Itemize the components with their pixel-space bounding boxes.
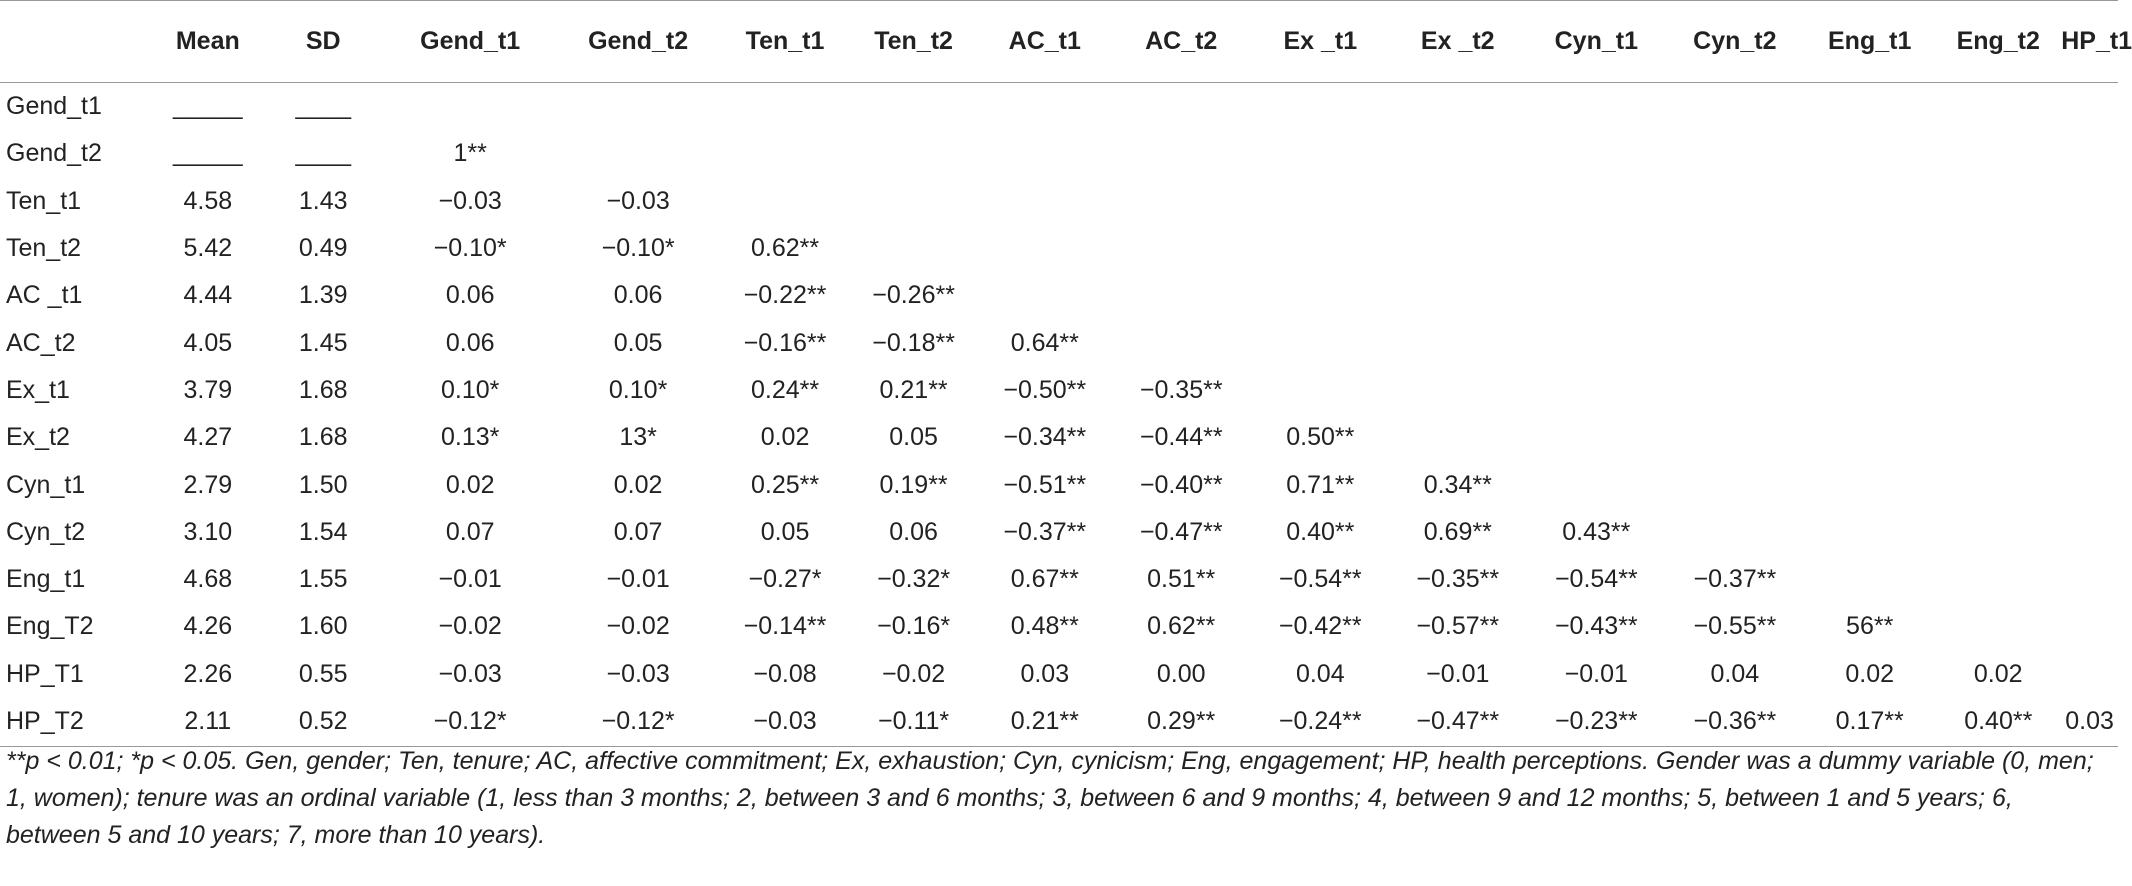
table-cell: 0.24** <box>750 375 820 404</box>
table-cell: 0.67** <box>1010 565 1079 594</box>
table-cell: 1.39 <box>298 281 348 310</box>
table-cell: 0.25** <box>750 470 820 499</box>
row-label: Gend_t1 <box>6 92 102 121</box>
table-cell <box>848 178 979 225</box>
table-cell: 0.05 <box>613 328 663 357</box>
table-cell: 0.06 <box>445 328 495 357</box>
column-header: Cyn_t2 <box>1693 27 1777 55</box>
table-cell <box>1935 509 2061 556</box>
table-row <box>0 509 2118 556</box>
table-row <box>0 225 2118 272</box>
table-cell: 0.05 <box>760 517 810 546</box>
table-cell <box>979 225 1110 272</box>
table-cell <box>1935 178 2061 225</box>
table-cell: 0.02 <box>1973 659 2023 688</box>
column-header: Ten_t2 <box>874 27 953 55</box>
column-header: Ex _t1 <box>1283 27 1358 55</box>
table-cell: −0.02 <box>606 612 670 641</box>
table-cell: 0.00 <box>1156 659 1206 688</box>
table-cell: −0.32* <box>877 565 951 594</box>
table-cell: 1.43 <box>298 186 348 215</box>
table-cell: 3.10 <box>183 517 233 546</box>
table-cell: 0.02 <box>613 470 663 499</box>
table-cell: _____ <box>173 139 243 168</box>
table-cell: −0.02 <box>438 612 502 641</box>
column-header: AC_t1 <box>1008 27 1081 55</box>
table-body <box>0 83 2118 747</box>
table-cell <box>1110 130 1252 177</box>
table-cell: −0.12* <box>433 707 507 736</box>
table-cell: −0.14** <box>743 612 827 641</box>
table-cell: −0.10* <box>601 234 675 263</box>
table-cell: 0.04 <box>1710 659 1760 688</box>
row-label: Cyn_t1 <box>6 470 86 499</box>
column-header: Mean <box>175 27 240 55</box>
table-cell <box>2061 461 2118 508</box>
table-cell <box>1389 225 1528 272</box>
table-cell: −0.03 <box>606 659 670 688</box>
table-cell: 0.43** <box>1562 517 1631 546</box>
table-cell: 0.64** <box>1010 328 1079 357</box>
table-cell: 0.07 <box>613 517 663 546</box>
table-cell: 0.51** <box>1147 565 1216 594</box>
table-cell <box>1666 367 1805 414</box>
table-row <box>0 319 2118 366</box>
table-cell: −0.35** <box>1416 565 1500 594</box>
table-cell <box>2061 414 2118 461</box>
table-cell: 0.21** <box>879 375 948 404</box>
table-cell: 3.79 <box>183 375 233 404</box>
table-cell <box>1389 83 1528 131</box>
table-cell <box>1804 556 1935 603</box>
table-header-row <box>0 1 2118 83</box>
table-cell <box>1527 319 1666 366</box>
table-cell <box>1935 556 2061 603</box>
table-cell <box>1666 272 1805 319</box>
table-cell <box>1389 319 1528 366</box>
table-cell: −0.55** <box>1693 612 1777 641</box>
table-cell: 4.44 <box>183 281 233 310</box>
table-cell <box>1666 225 1805 272</box>
table-cell: −0.37** <box>1003 517 1087 546</box>
table-cell <box>1804 414 1935 461</box>
table-cell: 4.58 <box>183 186 233 215</box>
table-cell: 0.10* <box>440 375 500 404</box>
table-cell: 4.27 <box>183 423 233 452</box>
table-row <box>0 178 2118 225</box>
table-cell: −0.54** <box>1278 565 1362 594</box>
table-cell: −0.36** <box>1693 707 1777 736</box>
table-cell <box>1804 272 1935 319</box>
table-cell: 0.71** <box>1286 470 1355 499</box>
table-row <box>0 651 2118 698</box>
table-cell: −0.24** <box>1278 707 1362 736</box>
table-cell <box>979 272 1110 319</box>
column-header: Gend_t2 <box>588 27 689 55</box>
table-cell: 0.69** <box>1423 517 1492 546</box>
table-cell: −0.03 <box>753 707 817 736</box>
row-label: Ten_t1 <box>6 186 82 215</box>
table-cell: −0.16** <box>743 328 827 357</box>
table-cell: 0.55 <box>298 659 348 688</box>
table-cell: 2.26 <box>183 659 233 688</box>
table-cell: −0.01 <box>1426 659 1490 688</box>
row-label: Ex_t1 <box>6 375 70 404</box>
table-cell <box>1110 83 1252 131</box>
table-cell: −0.44** <box>1139 423 1223 452</box>
table-cell <box>1666 319 1805 366</box>
table-cell: 0.02 <box>445 470 495 499</box>
table-cell <box>979 178 1110 225</box>
table-cell <box>1389 272 1528 319</box>
table-cell: −0.47** <box>1416 707 1500 736</box>
table-cell: 13* <box>619 423 657 452</box>
table-cell: −0.11* <box>878 707 950 736</box>
table-cell <box>1252 178 1388 225</box>
table-cell <box>1527 130 1666 177</box>
table-cell <box>1804 178 1935 225</box>
table-cell <box>1389 414 1528 461</box>
table-cell <box>722 83 848 131</box>
table-cell: −0.03 <box>438 186 502 215</box>
table-cell: −0.43** <box>1554 612 1638 641</box>
table-cell: 1.68 <box>298 423 348 452</box>
table-cell <box>1804 83 1935 131</box>
table-cell: 0.21** <box>1010 707 1079 736</box>
table-cell <box>2061 319 2118 366</box>
table-cell: 1.55 <box>298 565 348 594</box>
row-label: Gend_t2 <box>6 139 102 168</box>
table-cell <box>1804 130 1935 177</box>
row-label: Eng_t1 <box>6 565 86 594</box>
table-cell <box>1666 83 1805 131</box>
table-cell <box>1389 130 1528 177</box>
table-cell: 5.42 <box>183 234 233 263</box>
table-cell <box>1666 414 1805 461</box>
table-cell <box>1527 178 1666 225</box>
row-label: AC_t2 <box>6 328 76 357</box>
row-label: Ten_t2 <box>6 234 82 263</box>
table-cell <box>1935 83 2061 131</box>
table-cell: 0.52 <box>298 707 348 736</box>
column-header: Ex _t2 <box>1420 27 1495 55</box>
table-cell <box>2061 272 2118 319</box>
table-cell <box>554 83 722 131</box>
table-cell <box>1804 367 1935 414</box>
table-cell <box>1935 130 2061 177</box>
table-cell <box>1527 83 1666 131</box>
table-cell: −0.26** <box>872 281 955 310</box>
table-row <box>0 414 2118 461</box>
table-row <box>0 130 2118 177</box>
table-cell: 0.02 <box>760 423 810 452</box>
table-cell <box>2061 225 2118 272</box>
column-header: HP_t1 <box>2061 27 2132 55</box>
table-cell: 0.19** <box>879 470 948 499</box>
table-cell <box>1935 414 2061 461</box>
table-cell: −0.34** <box>1003 423 1087 452</box>
column-header: Eng_t1 <box>1828 27 1912 55</box>
header-corner <box>0 1 155 83</box>
table-cell: 0.40** <box>1286 517 1355 546</box>
table-cell: 2.79 <box>183 470 233 499</box>
table-cell: _____ <box>173 92 243 121</box>
table-footnote: **p < 0.01; *p < 0.05. Gen, gender; Ten, tenure; AC, affective commitment; Ex, exhaustion; Cyn, cynicism; Eng, engagement; HP, health perceptions. Gender was a dummy variable (0, men; 1, women); tenure was an ordinal variable (1, less than 3 months; 2, between 3 and 6 months; 3, between 6 and 9 months; 4, between 9 and 12 months; 5, between 1 and 5 years; 6, between 5 and 10 years; 7, more than 10 years). <box>6 747 2094 849</box>
table-cell: 0.06 <box>445 281 495 310</box>
table-cell <box>1527 272 1666 319</box>
table-cell <box>1527 225 1666 272</box>
table-cell <box>1252 319 1388 366</box>
table-cell: 0.03 <box>1020 659 1070 688</box>
table-cell: −0.18** <box>872 328 955 357</box>
table-cell: −0.40** <box>1139 470 1223 499</box>
table-cell <box>1666 509 1805 556</box>
table-row <box>0 367 2118 414</box>
table-cell: −0.01 <box>606 565 670 594</box>
table-cell: −0.23** <box>1554 707 1638 736</box>
row-label: Ex_t2 <box>6 423 70 452</box>
table-cell <box>1252 272 1388 319</box>
table-cell <box>1804 509 1935 556</box>
column-header: Gend_t1 <box>420 27 521 55</box>
table-cell <box>1389 178 1528 225</box>
table-cell: 0.04 <box>1295 659 1345 688</box>
table-cell: 0.49 <box>298 234 348 263</box>
table-cell <box>1252 367 1388 414</box>
row-label: HP_T1 <box>6 659 84 688</box>
table-cell: 0.02 <box>1845 659 1895 688</box>
table-cell <box>1804 461 1935 508</box>
table-cell <box>1935 603 2061 650</box>
table-cell: −0.03 <box>438 659 502 688</box>
table-cell: 4.26 <box>183 612 233 641</box>
table-cell: −0.42** <box>1278 612 1362 641</box>
table-cell: 4.68 <box>183 565 233 594</box>
table-cell <box>1935 272 2061 319</box>
table-cell <box>1935 461 2061 508</box>
table-cell <box>1110 319 1252 366</box>
table-cell <box>1252 83 1388 131</box>
table-cell <box>1110 272 1252 319</box>
table-cell: 0.07 <box>445 517 495 546</box>
table-cell <box>1935 225 2061 272</box>
table-cell <box>1666 130 1805 177</box>
table-cell <box>1110 178 1252 225</box>
column-header: Eng_t2 <box>1956 27 2040 55</box>
table-cell: 0.13* <box>440 423 500 452</box>
table-cell <box>2061 509 2118 556</box>
table-cell <box>1527 414 1666 461</box>
table-cell: −0.01 <box>438 565 502 594</box>
table-cell: 2.11 <box>184 707 232 736</box>
table-cell: 0.62** <box>750 234 820 263</box>
table-cell <box>848 225 979 272</box>
table-cell: ____ <box>295 139 352 168</box>
table-cell <box>1527 461 1666 508</box>
table-cell <box>722 130 848 177</box>
table-row <box>0 83 2118 131</box>
table-cell: −0.03 <box>606 186 670 215</box>
table-cell: −0.54** <box>1554 565 1638 594</box>
table-cell: 1.45 <box>298 328 348 357</box>
column-header: SD <box>305 27 341 55</box>
table-cell: 0.40** <box>1964 707 2033 736</box>
table-cell <box>1110 225 1252 272</box>
table-cell <box>1252 130 1388 177</box>
table-cell: −0.27* <box>748 565 822 594</box>
table-cell: 4.05 <box>183 328 233 357</box>
table-cell: 0.03 <box>2065 707 2114 736</box>
table-cell: 1.60 <box>298 612 348 641</box>
table-cell: 1.50 <box>298 470 348 499</box>
column-header: Cyn_t1 <box>1554 27 1638 55</box>
table-cell: 0.29** <box>1147 707 1216 736</box>
table-cell <box>2061 556 2118 603</box>
table-cell <box>2061 651 2118 698</box>
table-cell: −0.12* <box>601 707 675 736</box>
table-cell <box>1804 319 1935 366</box>
row-label: AC _t1 <box>6 281 83 310</box>
table-cell: −0.02 <box>881 659 946 688</box>
table-cell: 56** <box>1846 612 1894 641</box>
table-row <box>0 461 2118 508</box>
table-cell: 0.05 <box>889 423 938 452</box>
table-cell <box>979 130 1110 177</box>
table-cell: 0.17** <box>1835 707 1904 736</box>
row-label: Eng_T2 <box>6 612 94 641</box>
table-row <box>0 603 2118 650</box>
table-cell: −0.57** <box>1416 612 1500 641</box>
table-cell <box>554 130 722 177</box>
table-cell <box>1389 367 1528 414</box>
table-cell <box>2061 603 2118 650</box>
table-cell <box>386 83 554 131</box>
table-cell: −0.10* <box>433 234 507 263</box>
table-row <box>0 556 2118 603</box>
table-cell: −0.47** <box>1139 517 1223 546</box>
table-cell: 0.48** <box>1010 612 1079 641</box>
column-header: Ten_t1 <box>745 27 825 55</box>
table-cell <box>979 83 1110 131</box>
table-cell: 0.10* <box>608 375 668 404</box>
table-cell <box>848 130 979 177</box>
table-cell <box>848 83 979 131</box>
table-cell: −0.37** <box>1693 565 1777 594</box>
table-cell <box>2061 178 2118 225</box>
table-cell <box>2061 83 2118 131</box>
row-label: HP_T2 <box>6 707 84 736</box>
table-cell <box>2061 130 2118 177</box>
table-cell: −0.01 <box>1564 659 1628 688</box>
table-cell <box>1252 225 1388 272</box>
table-cell: 0.06 <box>889 517 938 546</box>
table-cell: −0.16* <box>877 612 951 641</box>
table-cell <box>722 178 848 225</box>
table-cell: −0.50** <box>1003 375 1087 404</box>
table-row <box>0 698 2118 747</box>
table-cell: 1** <box>453 139 487 168</box>
table-cell: 0.62** <box>1147 612 1216 641</box>
table-cell: 0.50** <box>1286 423 1355 452</box>
table-cell: ____ <box>295 92 352 121</box>
table-cell: −0.08 <box>753 659 817 688</box>
table-row <box>0 272 2118 319</box>
column-header: AC_t2 <box>1145 27 1218 55</box>
table-cell: −0.22** <box>743 281 827 310</box>
table-cell: −0.35** <box>1139 375 1223 404</box>
table-cell <box>1804 225 1935 272</box>
table-cell: 1.54 <box>298 517 348 546</box>
table-cell <box>1935 319 2061 366</box>
row-label: Cyn_t2 <box>6 517 86 546</box>
table-cell <box>2061 367 2118 414</box>
table-cell <box>1666 461 1805 508</box>
table-cell <box>1666 178 1805 225</box>
table-cell <box>1935 367 2061 414</box>
table-cell: 0.06 <box>613 281 663 310</box>
table-cell: 1.68 <box>298 375 348 404</box>
table-cell: −0.51** <box>1003 470 1087 499</box>
table-cell <box>1527 367 1666 414</box>
table-cell: 0.34** <box>1423 470 1492 499</box>
